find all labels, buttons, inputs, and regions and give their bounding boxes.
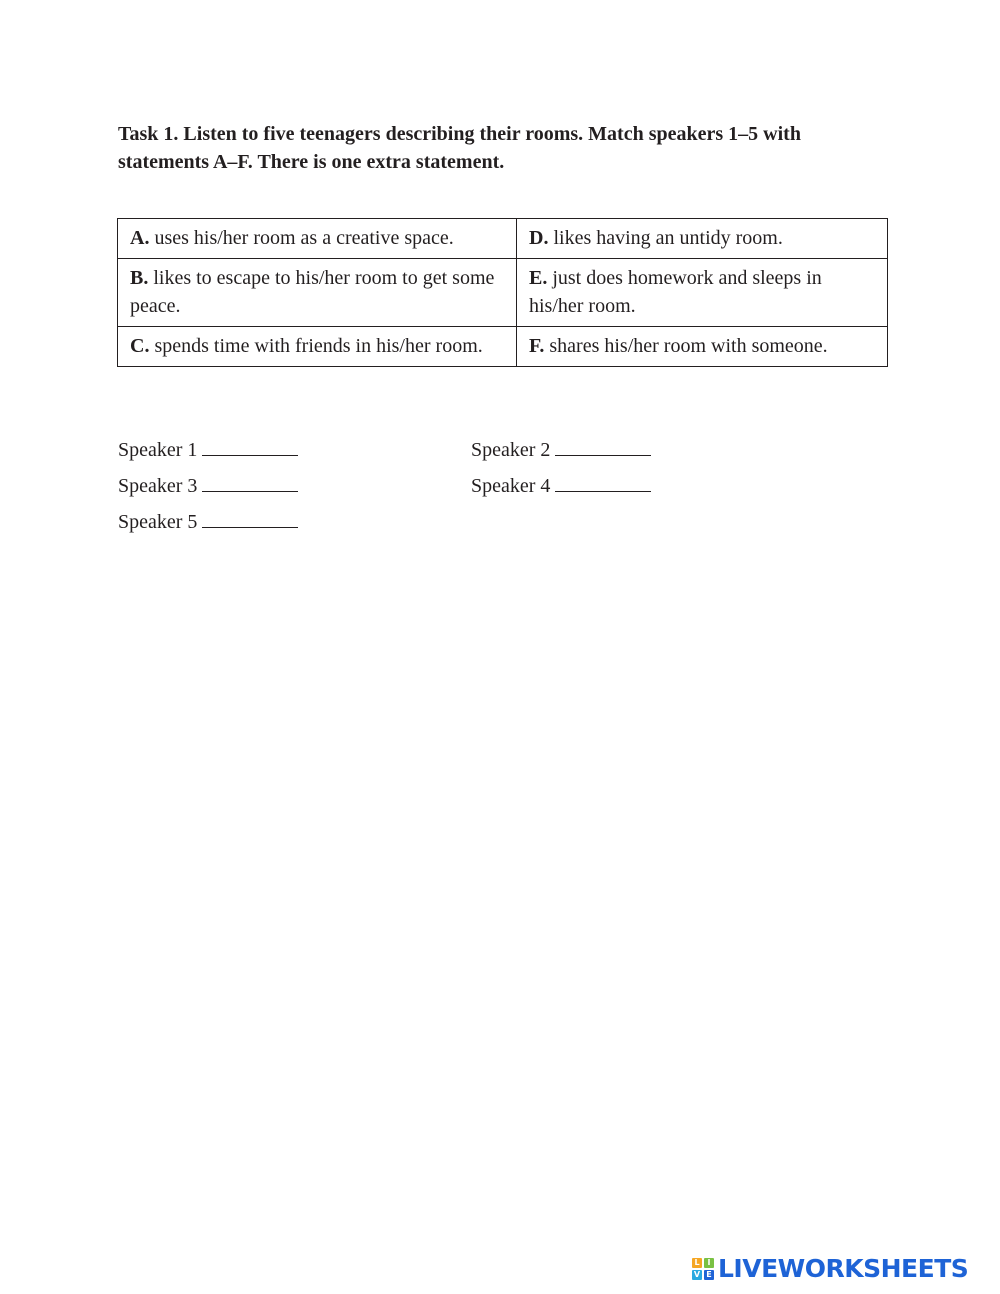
speaker-label: Speaker 4	[471, 475, 551, 497]
speaker-5-blank[interactable]	[202, 507, 298, 528]
statement-c	[118, 327, 517, 367]
speaker-label: Speaker 3	[118, 475, 198, 497]
statements-table	[117, 218, 888, 367]
statement-text: just does homework and sleeps in his/her room.	[529, 267, 822, 317]
statement-text: likes having an untidy room.	[553, 227, 783, 249]
table-row	[118, 219, 888, 259]
speaker-5-answer	[118, 504, 471, 540]
logo-text: LIVEWORKSHEETS	[718, 1254, 969, 1283]
speaker-2-blank[interactable]	[555, 435, 651, 456]
speaker-label: Speaker 5	[118, 511, 198, 533]
logo-tile: E	[704, 1270, 714, 1280]
answer-row	[118, 432, 824, 468]
statement-text: likes to escape to his/her room to get some peace.	[130, 267, 495, 317]
table-row	[118, 327, 888, 367]
statement-letter: C.	[130, 335, 150, 357]
speaker-label: Speaker 1	[118, 439, 198, 461]
liveworksheets-logo	[692, 1254, 968, 1283]
statement-a	[118, 219, 517, 259]
statement-f	[517, 327, 888, 367]
speaker-label: Speaker 2	[471, 439, 551, 461]
logo-tile: V	[693, 1269, 701, 1279]
speaker-4-answer	[471, 468, 824, 504]
statement-d	[517, 219, 888, 259]
task-text: Listen to five teenagers describing their rooms. Match speakers 1–5 with statements A–F. There is one extra statement.	[118, 123, 801, 173]
statement-b	[118, 259, 517, 327]
statement-e	[517, 259, 888, 327]
logo-tile: L	[692, 1258, 702, 1268]
speaker-1-answer	[118, 432, 471, 468]
speaker-3-answer	[118, 468, 471, 504]
task-instruction	[118, 120, 888, 176]
task-label: Task 1.	[118, 123, 179, 145]
answer-row	[118, 468, 824, 504]
answer-row	[118, 504, 824, 540]
statement-letter: B.	[130, 267, 149, 289]
speaker-3-blank[interactable]	[202, 471, 298, 492]
speaker-1-blank[interactable]	[202, 435, 298, 456]
statement-text: uses his/her room as a creative space.	[154, 227, 454, 249]
table-row	[118, 259, 888, 327]
speaker-4-blank[interactable]	[555, 471, 651, 492]
statement-letter: A.	[130, 227, 150, 249]
logo-tile: I	[704, 1258, 714, 1268]
logo-icon	[692, 1258, 714, 1280]
statement-letter: F.	[529, 335, 545, 357]
speaker-2-answer	[471, 432, 824, 468]
statement-text: shares his/her room with someone.	[549, 335, 828, 357]
statement-text: spends time with friends in his/her room.	[154, 335, 483, 357]
statement-letter: D.	[529, 227, 549, 249]
statement-letter: E.	[529, 267, 548, 289]
answer-section	[118, 432, 824, 540]
